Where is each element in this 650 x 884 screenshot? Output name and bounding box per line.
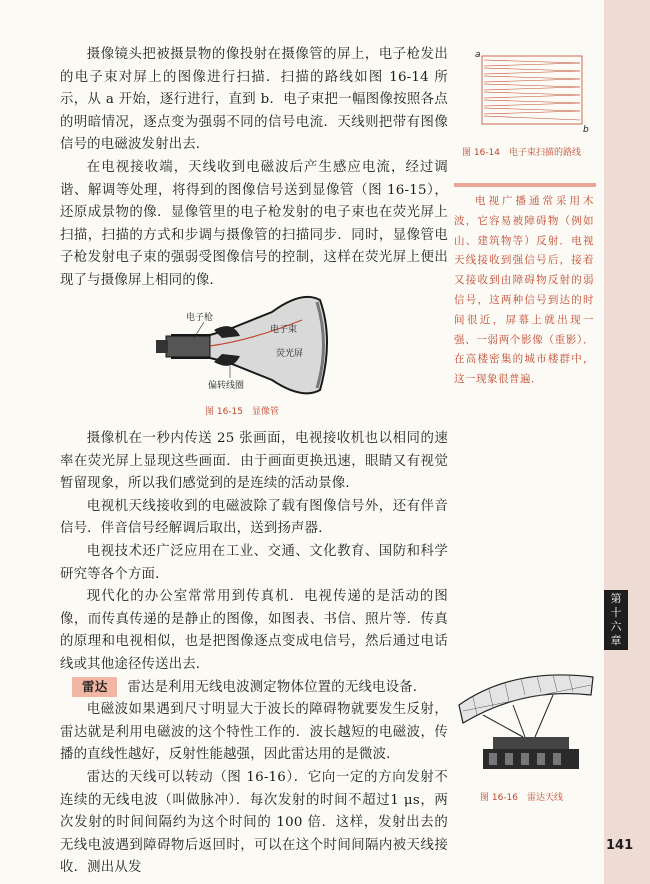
main-text-top [60, 44, 448, 293]
page-side-band [604, 0, 650, 884]
radar-section-tag: 雷达 [72, 677, 117, 697]
chapter-tab-char: 六 [610, 620, 622, 633]
paragraph-camera: 摄像镜头把被摄景物的像投射在摄像管的屏上，电子枪发出的电子束对屏上的图像进行扫描．扫描的路线如图 16-14 所示，从 a 开始，逐行进行，直到 b．电子束把一幅图像按照各点的明暗情况，逐点变为强弱不同的信号电流．天线则把带有图像信号的电磁波发射出去． [60, 47, 448, 153]
label-deflection-coil: 偏转线圈 [208, 381, 245, 391]
margin-note-rule [454, 183, 596, 187]
chapter-tab-char: 十 [610, 606, 622, 619]
main-text-bottom [60, 428, 448, 880]
chapter-tab-char: 第 [610, 592, 622, 605]
paragraph-applications: 电视技术还广泛应用在工业、交通、文化教育、国防和科学研究等各个方面． [60, 543, 448, 582]
chapter-tab [604, 590, 628, 650]
paragraph-audio: 电视机天线接收到的电磁波除了载有图像信号外，还有伴音信号．伴音信号经解调后取出，送到扬声器． [60, 498, 448, 537]
page-number: 141 [606, 838, 634, 853]
figure-16-caption: 图 16-16 雷达天线 [480, 793, 564, 803]
radar-antenna-figure [453, 665, 598, 775]
label-electron-beam: 电子束 [270, 325, 298, 335]
chapter-tab-char: 章 [610, 634, 622, 647]
label-electron-gun: 电子枪 [186, 313, 214, 323]
margin-note-ghosting: 电视广播通常采用木波，它容易被障碍物（例如山、建筑物等）反射．电视天线接收到强信号后，接着又接收到由障碍物反射的弱信号，这两种信号到达的时间很近，屏幕上就出现一强、一弱两个影像（重影）．在高楼密集的城市楼群中，这一现象很普遍． [454, 195, 594, 386]
figure-15-caption: 图 16-15 显像管 [205, 407, 280, 417]
scan-path-figure [472, 48, 592, 138]
figure-14-caption: 图 16-14 电子束扫描的路线 [462, 148, 582, 158]
picture-tube-figure [152, 290, 342, 400]
paragraph-receiver: 在电视接收端，天线收到电磁波后产生感应电流，经过调谐、解调等处理，将得到的图像信号送到显像管（图 16-15），还原成景物的像．显像管里的电子枪发射的电子束也在荧光屏上扫描，扫描的方式和步调与摄像管的扫描同步．同时，显像管电子枪发射电子束的强弱受图像信号的控制，这样在荧光屏上便出现了与摄像屏上相同的像． [60, 159, 448, 288]
scan-label-a: a [475, 50, 481, 60]
radar-heading-line [60, 677, 448, 700]
paragraph-frame-rate: 摄像机在一秒内传送 25 张画面，电视接收机也以相同的速率在荧光屏上显现这些画面．由于画面更换迅速，眼睛又有视觉暂留现象，所以我们感觉到的是连续的活动景像． [60, 431, 448, 492]
radar-intro: 雷达是利用无线电波测定物体位置的无线电设备． [127, 679, 427, 695]
scan-label-b: b [583, 125, 589, 135]
label-fluorescent-screen: 荧光屏 [276, 349, 304, 359]
paragraph-radar-reflection: 电磁波如果遇到尺寸明显大于波长的障碍物就要发生反射，雷达就是利用电磁波的这个特性工作的．波长越短的电磁波，传播的直线性越好，反射性能越强，因此雷达用的是微波． [60, 702, 448, 763]
paragraph-radar-antenna: 雷达的天线可以转动（图 16-16）．它向一定的方向发射不连续的无线电波（叫做脉冲）．每次发射的时间不超过1 μs，两次发射的时间间隔约为这个时间的 100 倍．这样，发射出去的无线电波遇到障碍物后返回时，可以在这个时间间隔内被天线接收．测出从发 [60, 769, 448, 876]
paragraph-fax: 现代化的办公室常常用到传真机．电视传递的是活动的图像，而传真传递的是静止的图像，如图表、书信、照片等．传真的原理和电视相似，也是把图像逐点变成电信号，然后通过电话线或其他途径传送出去． [60, 589, 448, 672]
